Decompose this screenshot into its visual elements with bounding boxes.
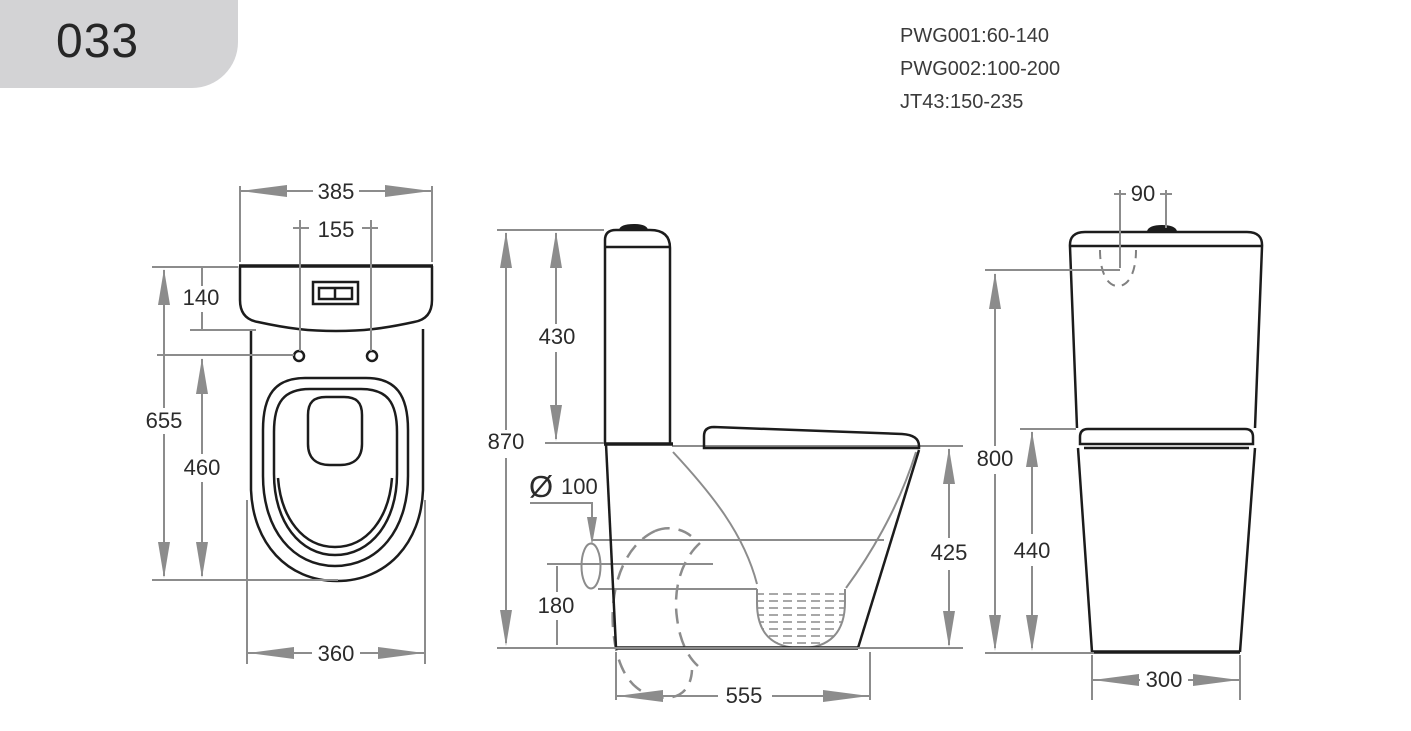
dim-hinge-spacing: 155 (317, 217, 355, 242)
front-view (146, 179, 433, 666)
flush-opening (308, 397, 362, 465)
side-view-dimensions (488, 230, 968, 708)
dim-overall-depth: 655 (145, 408, 183, 433)
cistern-side (605, 230, 670, 444)
front-view-outline (239, 266, 433, 581)
model-code: PWG002:100-200 (900, 58, 1061, 80)
dim-total-height: 870 (487, 429, 525, 454)
seat-outer-ring (263, 378, 408, 566)
water-inlet-hole (1100, 250, 1136, 286)
dim-inlet-offset: 90 (1130, 181, 1156, 206)
side-view-outline (547, 224, 963, 698)
hinge-hole-left (294, 351, 304, 361)
outlet-pipe (582, 544, 601, 589)
dim-outlet-diameter: 100 (561, 474, 598, 499)
model-code: JT43:150-235 (900, 91, 1024, 113)
seat-inner-ring (274, 389, 397, 555)
water-sump (757, 589, 845, 648)
rear-view-outline (1070, 225, 1262, 652)
hinge-hole-right (367, 351, 377, 361)
side-view (488, 224, 968, 708)
pedestal-rear-edge (858, 450, 919, 648)
dim-inlet-height: 800 (976, 446, 1014, 471)
pedestal-front-edge (606, 444, 616, 648)
dim-overall-width: 385 (317, 179, 355, 204)
dim-outlet-centre-height: 180 (537, 593, 575, 618)
dim-cistern-height: 430 (538, 324, 576, 349)
flush-button-rear (1147, 225, 1177, 231)
dim-pan-height: 425 (930, 540, 968, 565)
dim-base-width: 300 (1145, 667, 1183, 692)
flush-button-side (619, 224, 648, 230)
dim-pan-rear-height: 440 (1013, 538, 1051, 563)
rear-view-dimensions (977, 181, 1240, 700)
dim-seat-length: 460 (183, 455, 221, 480)
model-codes (900, 20, 1060, 119)
bowl-rear-curve (846, 452, 916, 588)
dim-bowl-width: 360 (317, 641, 355, 666)
drawing-number-badge (0, 0, 238, 88)
drawing-number: 033 (56, 15, 140, 68)
rear-view (977, 181, 1262, 700)
dim-outlet-diameter-symbol: Ø (529, 469, 554, 504)
dim-cistern-lid-height: 140 (182, 285, 220, 310)
trap-outline-outer (613, 531, 692, 698)
model-code: PWG001:60-140 (900, 25, 1049, 47)
pan-rear-sides (1078, 448, 1255, 652)
water-hatching (755, 594, 847, 643)
seat-lid-side (704, 427, 919, 448)
cistern-rear (1070, 232, 1262, 428)
seat-rear (1080, 429, 1253, 444)
trap-outline-top (655, 528, 691, 536)
front-view-dimensions (146, 179, 432, 666)
dim-base-depth: 555 (725, 683, 763, 708)
